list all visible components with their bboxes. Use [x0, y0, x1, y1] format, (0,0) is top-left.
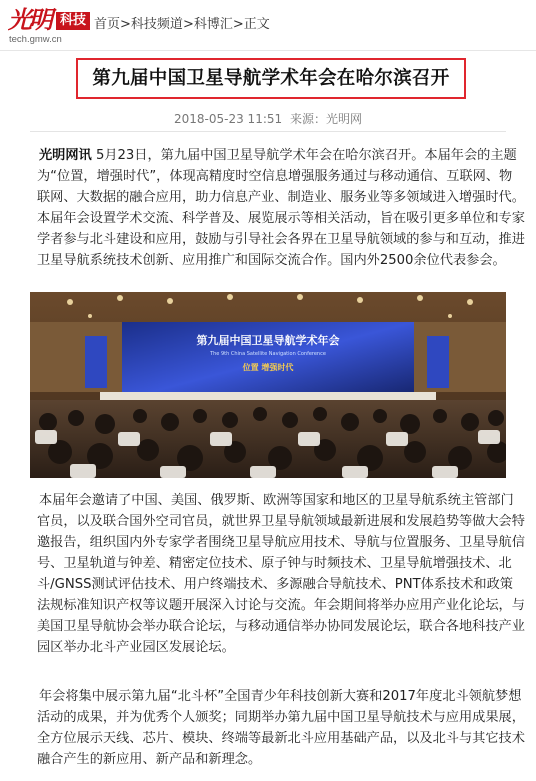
screen-title: 第九届中国卫星导航学术年会	[196, 334, 340, 347]
breadcrumb-current: 正文	[243, 17, 270, 32]
article-paragraph-1	[37, 145, 525, 271]
article-paragraph-2	[37, 490, 525, 658]
article-datetime: 2018-05-23 11:51	[174, 112, 283, 126]
breadcrumb-kebohui[interactable]: 科博汇	[193, 17, 233, 32]
meta-divider	[30, 131, 506, 132]
article-source: 来源：光明网	[289, 112, 362, 126]
article-photo	[30, 292, 506, 478]
paragraph-text: 本届年会邀请了中国、美国、俄罗斯、欧洲等国家和地区的卫星导航系统主管部门官员，以及联合国外空司官员，就世界卫星导航领域最新进展和发展趋势等做大会特邀报告，组织国内外专家学者围绕卫星导航应用技术、导航与位置服务、卫星导航信号、卫星轨道与钟差、精密定位技术、原子钟与时频技术、卫星导航增强技术、北斗/GNSS测试评估技术、用户终端技术、多源融合导航技术、PNT体系技术和政策法规标准知识产权等议题开展深入讨论与交流。年会期间将举办应用产业化论坛，与美国卫星导航协会举办联合论坛，与移动通信举办协同发展论坛，联合各地科技产业园区举办北斗产业园区发展论坛。	[37, 493, 525, 655]
article-title: 第九届中国卫星导航学术年会在哈尔滨召开	[76, 58, 466, 99]
paragraph-text: 年会将集中展示第九届“北斗杯”全国青少年科技创新大赛和2017年度北斗领航梦想活动的成果，并为优秀个人颁奖；同期举办第九届中国卫星导航技术与应用成果展，全方位展示天线、芯片、模块、终端等最新北斗应用基础产品，以及北斗与其它技术融合产生的新应用、新产品和新理念。	[37, 689, 525, 767]
site-logo[interactable]	[8, 6, 92, 46]
logo-calligraphy: 光明	[8, 5, 50, 34]
breadcrumb-separator: >	[232, 17, 244, 32]
article-meta	[0, 110, 536, 127]
logo-badge: 科技	[56, 12, 90, 30]
site-header	[0, 0, 536, 51]
breadcrumb-separator: >	[182, 17, 194, 32]
breadcrumb-tech-channel[interactable]: 科技频道	[130, 17, 183, 32]
paragraph-text: 5月23日，第九届中国卫星导航学术年会在哈尔滨召开。本届年会的主题为“位置，增强时代”，体现高精度时空信息增强服务通过与移动通信、互联网、物联网、大数据的融合应用，助力信息产业、制造业、服务业等多领域进入增强时代。本届年会设置学术交流、科学普及、展览展示等相关活动，旨在吸引更多单位和专家学者参与北斗建设和应用，鼓励与引导社会各界在卫星导航领域的参与和互动，推进卫星导航系统技术创新、应用推广和国际交流合作。国内外2500余位代表参会。	[37, 148, 525, 268]
breadcrumb-separator: >	[120, 17, 131, 32]
breadcrumb	[94, 13, 270, 32]
screen-subtitle: The 9th China Satellite Navigation Conference	[210, 351, 326, 357]
screen-slogan: 位置 增强时代	[242, 363, 294, 372]
logo-domain: tech.gmw.cn	[9, 34, 62, 45]
paragraph-lead: 光明网讯	[39, 148, 92, 163]
article-paragraph-3	[37, 686, 525, 770]
breadcrumb-home[interactable]: 首页	[94, 17, 121, 32]
